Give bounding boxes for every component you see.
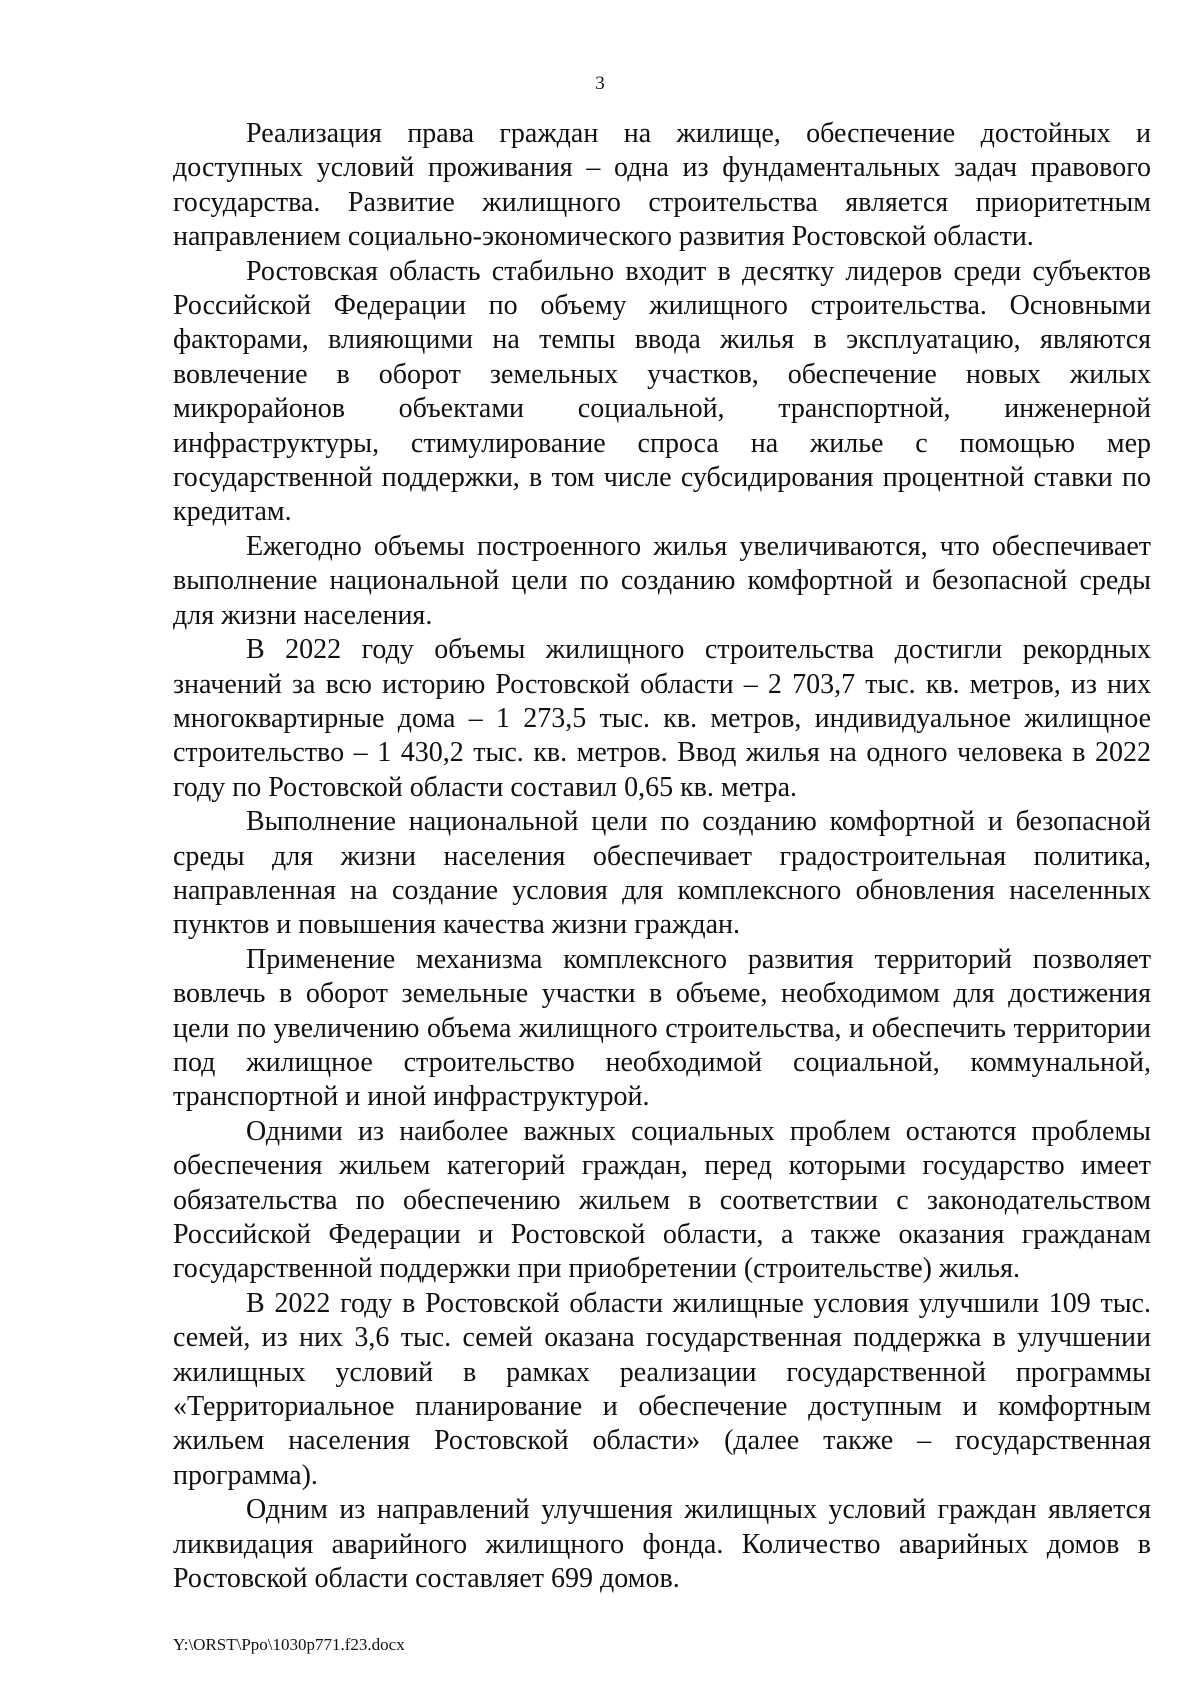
page-number: 3 [595, 73, 605, 94]
paragraph-emergency-housing: Одним из направлений улучшения жилищных условий граждан является ликвидация аварийного жилищного фонда. Количество аварийных домов в Ростовской области составляет 699 домов. [173, 1494, 1151, 1595]
paragraph-territory-development: Применение механизма комплексного развития территорий позволяет вовлечь в оборот земельные участки в объеме, необходимом для достижения цели по увеличению объема жилищного строительства, и обеспечить территории под жилищное строительство необходимой социальной, коммунальной, транспортной и иной инфраструктурой. [173, 943, 1151, 1113]
document-body [173, 117, 1151, 1596]
paragraph-2022-families: В 2022 году в Ростовской области жилищные условия улучшили 109 тыс. семей, из них 3,6 тыс. семей оказана государственная поддержка в улучшении жилищных условий в рамках реализации государственной программы «Территориальное планирование и обеспечение доступным и комфортным жильем населения Ростовской области» (далее также – государственная программа). [173, 1287, 1151, 1491]
paragraph-social-problems: Одними из наиболее важных социальных проблем остаются проблемы обеспечения жильем категорий граждан, перед которыми государство имеет обязательства по обеспечению жильем в соответствии с законодательством Российской Федерации и Ростовской области, а также оказания гражданам государственной поддержки при приобретении (строительстве) жилья. [173, 1115, 1151, 1285]
paragraph-annual-growth: Ежегодно объемы построенного жилья увеличиваются, что обеспечивает выполнение национальной цели по созданию комфортной и безопасной среды для жизни населения. [173, 530, 1151, 631]
paragraph-housing-rights: Реализация права граждан на жилище, обеспечение достойных и доступных условий проживания – одна из фундаментальных задач правового государства. Развитие жилищного строительства является приоритетным направлением социально-экономического развития Ростовской области. [173, 118, 1151, 253]
paragraph-urban-policy: Выполнение национальной цели по созданию комфортной и безопасной среды для жизни населения обеспечивает градостроительная политика, направленная на создание условия для комплексного обновления населенных пунктов и повышения качества жизни граждан. [173, 806, 1151, 941]
footer-file-path: Y:\ORST\Ppo\1030p771.f23.docx [173, 1635, 405, 1654]
paragraph-regional-leadership: Ростовская область стабильно входит в десятку лидеров среди субъектов Российской Федерации по объему жилищного строительства. Основными факторами, влияющими на темпы ввода жилья в эксплуатацию, являются вовлечение в оборот земельных участков, обеспечение новых жилых микрорайонов объектами социальной, транспортной, инженерной инфраструктуры, стимулирование спроса на жилье с помощью мер государственной поддержки, в том числе субсидирования процентной ставки по кредитам. [173, 255, 1151, 528]
paragraph-2022-records: В 2022 году объемы жилищного строительства достигли рекордных значений за всю историю Ростовской области – 2 703,7 тыс. кв. метров, из них многоквартирные дома – 1 273,5 тыс. кв. метров, индивидуальное жилищное строительство – 1 430,2 тыс. кв. метров. Ввод жилья на одного человека в 2022 году по Ростовской области составил 0,65 кв. метра. [173, 634, 1151, 803]
